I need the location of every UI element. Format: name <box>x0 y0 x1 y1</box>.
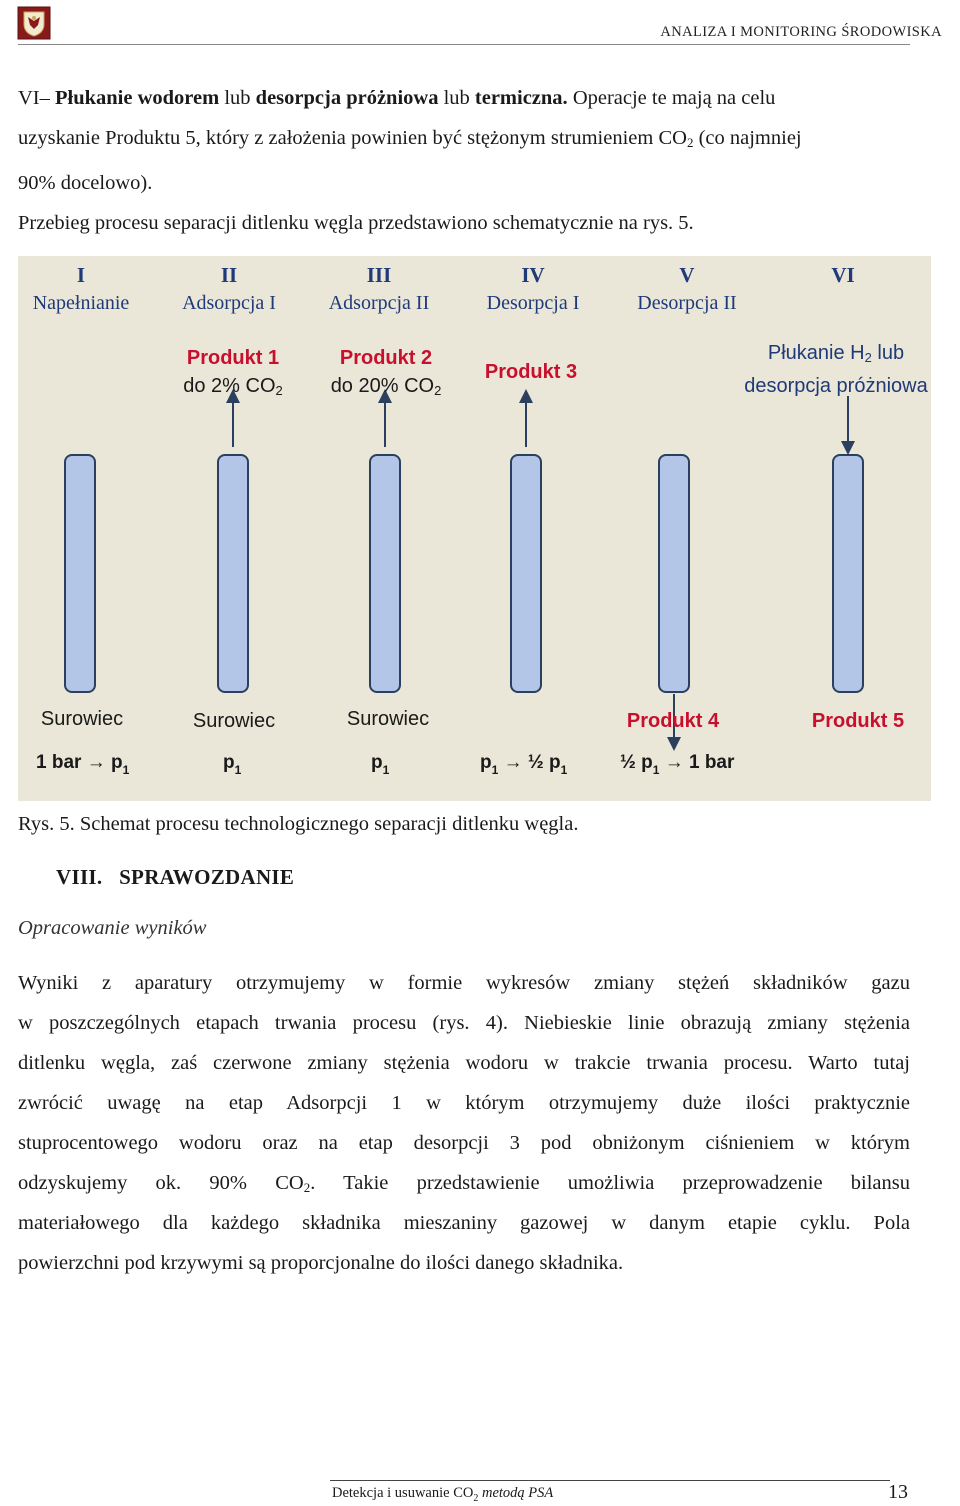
stage-number: I <box>76 263 86 287</box>
subscript: 2 <box>686 135 694 150</box>
subscript: 1 <box>652 763 660 777</box>
stage-heading-3 <box>304 262 454 318</box>
column-5 <box>659 455 689 692</box>
text-run: Detekcja i usuwanie CO <box>332 1485 474 1501</box>
stage-name: Desorpcja I <box>486 292 580 314</box>
subscript: 2 <box>303 1180 311 1195</box>
subscript: 1 <box>491 763 499 777</box>
text-run: Płukanie H <box>767 342 865 364</box>
stage-heading-6 <box>768 262 918 288</box>
results-line-2: w poszczególnych etapach trwania procesu (rys. 4). Niebieskie linie obrazują zmiany stężenia <box>18 1012 910 1034</box>
section-heading: VIII. SPRAWOZDANIE <box>56 865 295 889</box>
plukanie-label <box>736 339 936 400</box>
results-line-5: stuprocentowego wodoru oraz na etap desorpcji 3 pod obniżonym ciśnieniem w którym <box>18 1132 910 1154</box>
results-line-8: powierzchni pod krzywymi są proporcjonalne do ilości danego składnika. <box>18 1252 624 1274</box>
produkt-2-spec <box>321 372 451 405</box>
subscript: 2 <box>275 383 283 398</box>
university-crest-icon <box>17 6 51 40</box>
stage-heading-2 <box>154 262 304 318</box>
text-run: do 2% CO <box>183 375 276 397</box>
surowiec-label-3: Surowiec <box>346 708 430 730</box>
pressure-stage-4 <box>480 752 567 777</box>
produkt-1-label <box>168 344 298 405</box>
column-6 <box>833 455 863 692</box>
produkt-1-spec <box>168 372 298 405</box>
pressure-stage-3 <box>371 752 389 777</box>
results-line-3: ditlenku węgla, zaś czerwone zmiany stężenia wodoru w trakcie trwania procesu. Warto tutaj <box>18 1052 910 1074</box>
surowiec-label-2: Surowiec <box>192 710 276 732</box>
stage-number: II <box>220 263 238 287</box>
stage-name: Adsorpcja I <box>182 292 276 314</box>
stage-heading-1 <box>6 262 156 318</box>
pressure-stage-5 <box>620 752 734 777</box>
text-run: p <box>480 752 492 773</box>
produkt-4-label: Produkt 4 <box>626 710 720 732</box>
subscript: 2 <box>434 383 442 398</box>
text-run: uzyskanie Produktu 5, który z założenia powinien być stężonym strumieniem CO <box>18 127 687 149</box>
subscript: 2 <box>473 1492 479 1504</box>
surowiec-label-1: Surowiec <box>40 708 124 730</box>
intro-line-4: Przebieg procesu separacji ditlenku węgla przedstawiono schematycznie na rys. 5. <box>18 212 694 234</box>
text-run: p <box>371 752 383 773</box>
produkt-3-title: Produkt 3 <box>484 361 578 383</box>
results-paragraph <box>18 963 910 1283</box>
intro-line-2 <box>18 118 910 163</box>
text-run: → ½ p <box>503 752 561 773</box>
subscript: 2 <box>864 350 872 365</box>
text-run: p <box>223 752 235 773</box>
results-line-1: Wyniki z aparatury otrzymujemy w formie wykresów zmiany stężeń składników gazu <box>18 972 910 994</box>
stage-number: IV <box>521 263 545 287</box>
column-3 <box>370 455 400 692</box>
text-run: (co najmniej <box>693 127 802 149</box>
page-number: 13 <box>888 1481 908 1503</box>
results-line-4: zwrócić uwagę na etap Adsorpcji 1 w którym otrzymujemy duże ilości praktycznie <box>18 1092 910 1114</box>
intro-line-3: 90% docelowo). <box>18 172 153 194</box>
text-run: lub <box>219 87 256 109</box>
results-line-7: materiałowego dla każdego składnika mieszaniny gazowej w danym etapie cyklu. Pola <box>18 1212 910 1234</box>
text-run: 1 bar → p <box>36 752 123 773</box>
bold-run: desorpcja próżniowa <box>255 87 439 109</box>
produkt-2-label <box>321 344 451 405</box>
italic-run: metodą PSA <box>478 1485 554 1501</box>
text-run: lub <box>438 87 475 109</box>
produkt-5-label: Produkt 5 <box>811 710 905 732</box>
subscript: 1 <box>560 763 568 777</box>
intro-paragraph <box>18 78 910 243</box>
stage-number: III <box>366 263 392 287</box>
text-run: Operacje te mają na celu <box>567 87 776 109</box>
plukanie-line-1 <box>736 339 936 372</box>
stage-number: VI <box>831 263 855 287</box>
produkt-3-label <box>466 358 596 386</box>
text-run: do 20% CO <box>330 375 435 397</box>
footer-divider <box>330 1480 890 1481</box>
stage-number: V <box>679 263 695 287</box>
text-run: odzyskujemy ok. 90% CO <box>18 1172 304 1194</box>
text-run: → 1 bar <box>664 752 735 773</box>
subscript: 1 <box>122 763 130 777</box>
stage-name: Desorpcja II <box>637 292 737 314</box>
stage-name: Adsorpcja II <box>328 292 430 314</box>
intro-line-1 <box>18 78 910 118</box>
plukanie-line-2: desorpcja próżniowa <box>744 375 928 397</box>
pressure-stage-2 <box>223 752 241 777</box>
bold-run: termiczna. <box>474 87 568 109</box>
running-header: ANALIZA I MONITORING ŚRODOWISKA <box>660 24 942 40</box>
produkt-1-title: Produkt 1 <box>186 347 280 369</box>
subscript: 1 <box>234 763 242 777</box>
text-run: . Takie przedstawienie umożliwia przeprowadzenie bilansu <box>310 1172 910 1194</box>
subscript: 1 <box>382 763 390 777</box>
results-line-6 <box>18 1163 910 1203</box>
stage-heading-4 <box>458 262 608 318</box>
text-run: ½ p <box>620 752 653 773</box>
column-1 <box>65 455 95 692</box>
subsection-heading: Opracowanie wyników <box>18 917 207 939</box>
bold-run: Płukanie wodorem <box>55 87 220 109</box>
psa-process-diagram <box>18 256 931 801</box>
stage-heading-5 <box>612 262 762 318</box>
text-run: VI– <box>18 87 56 109</box>
header-divider <box>18 44 910 45</box>
produkt-2-title: Produkt 2 <box>339 347 433 369</box>
figure-caption: Rys. 5. Schemat procesu technologicznego separacji ditlenku węgla. <box>18 813 579 835</box>
footer-title <box>332 1485 553 1504</box>
pressure-stage-1 <box>36 752 129 777</box>
stage-name: Napełnianie <box>32 292 130 314</box>
column-2 <box>218 455 248 692</box>
column-4 <box>511 455 541 692</box>
text-run: lub <box>871 342 905 364</box>
